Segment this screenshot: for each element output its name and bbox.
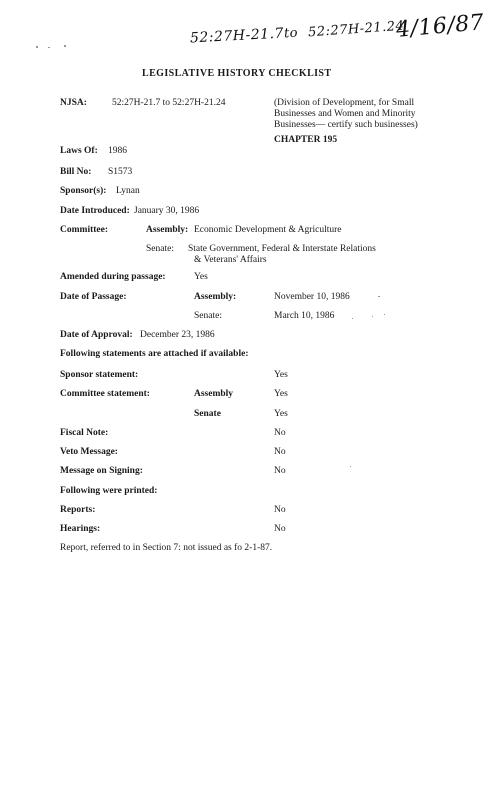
committee-assembly-label: Assembly: bbox=[146, 225, 189, 235]
passage-assembly-value: November 10, 1986 bbox=[274, 292, 350, 302]
reports-value: No bbox=[274, 505, 286, 515]
sponsors-label: Sponsor(s): bbox=[60, 186, 107, 196]
veto-message-label: Veto Message: bbox=[60, 447, 118, 457]
njsa-description-line: Businesses and Women and Minority bbox=[274, 109, 416, 119]
date-of-approval-value: December 23, 1986 bbox=[140, 330, 215, 340]
scan-speck bbox=[352, 318, 353, 319]
bill-no-value: S1573 bbox=[108, 167, 133, 177]
fiscal-note-label: Fiscal Note: bbox=[60, 428, 109, 438]
amended-label: Amended during passage: bbox=[60, 272, 166, 282]
committee-senate-label: Senate: bbox=[146, 244, 174, 254]
committee-senate-value: State Government, Federal & Interstate Relations bbox=[188, 244, 376, 254]
scan-speck bbox=[372, 316, 373, 317]
committee-senate-value-cont: & Veterans' Affairs bbox=[194, 255, 267, 265]
page-title: LEGISLATIVE HISTORY CHECKLIST bbox=[142, 68, 332, 79]
committee-statement-label: Committee statement: bbox=[60, 389, 150, 399]
date-introduced-label: Date Introduced: bbox=[60, 206, 130, 216]
message-on-signing-label: Message on Signing: bbox=[60, 466, 143, 476]
scan-speck bbox=[48, 47, 50, 48]
veto-message-value: No bbox=[274, 447, 286, 457]
hearings-label: Hearings: bbox=[60, 524, 101, 534]
committee-statement-senate-value: Yes bbox=[274, 409, 288, 419]
handwritten-range-to: 52:27H-21.24 bbox=[307, 18, 405, 41]
statements-heading: Following statements are attached if available: bbox=[60, 349, 249, 359]
scan-speck bbox=[64, 45, 66, 47]
hearings-value: No bbox=[274, 524, 286, 534]
laws-of-label: Laws Of: bbox=[60, 146, 98, 156]
handwritten-range-from: 52:27H-21.7 bbox=[189, 25, 285, 47]
handwritten-date: 4/16/87 bbox=[395, 10, 486, 43]
amended-value: Yes bbox=[194, 272, 208, 282]
sponsor-statement-label: Sponsor statement: bbox=[60, 370, 139, 380]
committee-statement-assembly-value: Yes bbox=[274, 389, 288, 399]
committee-statement-assembly-label: Assembly bbox=[194, 389, 234, 399]
fiscal-note-value: No bbox=[274, 428, 286, 438]
njsa-value: 52:27H-21.7 to 52:27H-21.24 bbox=[112, 98, 226, 108]
njsa-description-line: Businesses— certify such businesses) bbox=[274, 120, 418, 130]
chapter-label: CHAPTER 195 bbox=[274, 135, 338, 145]
sponsors-value: Lynan bbox=[116, 186, 140, 196]
njsa-description-line: (Division of Development, for Small bbox=[274, 98, 415, 108]
reports-label: Reports: bbox=[60, 505, 96, 515]
footer-note: Report, referred to in Section 7: not issued as fo 2-1-87. bbox=[60, 543, 273, 553]
passage-senate-value: March 10, 1986 bbox=[274, 311, 335, 321]
sponsor-statement-value: Yes bbox=[274, 370, 288, 380]
passage-senate-label: Senate: bbox=[194, 311, 222, 321]
date-of-approval-label: Date of Approval: bbox=[60, 330, 133, 340]
handwritten-to: to bbox=[283, 25, 299, 42]
committee-statement-senate-label: Senate bbox=[194, 409, 221, 419]
date-of-passage-label: Date of Passage: bbox=[60, 292, 127, 302]
printed-heading: Following were printed: bbox=[60, 486, 158, 496]
scan-speck bbox=[350, 466, 351, 467]
scan-speck bbox=[378, 296, 380, 297]
passage-assembly-label: Assembly: bbox=[194, 292, 237, 302]
scan-speck bbox=[384, 314, 385, 315]
scan-speck bbox=[36, 46, 38, 48]
message-on-signing-value: No bbox=[274, 466, 286, 476]
njsa-label: NJSA: bbox=[60, 98, 87, 108]
bill-no-label: Bill No: bbox=[60, 167, 92, 177]
committee-assembly-value: Economic Development & Agriculture bbox=[194, 225, 342, 235]
laws-of-value: 1986 bbox=[108, 146, 127, 156]
date-introduced-value: January 30, 1986 bbox=[134, 206, 200, 216]
committee-label: Committee: bbox=[60, 225, 109, 235]
